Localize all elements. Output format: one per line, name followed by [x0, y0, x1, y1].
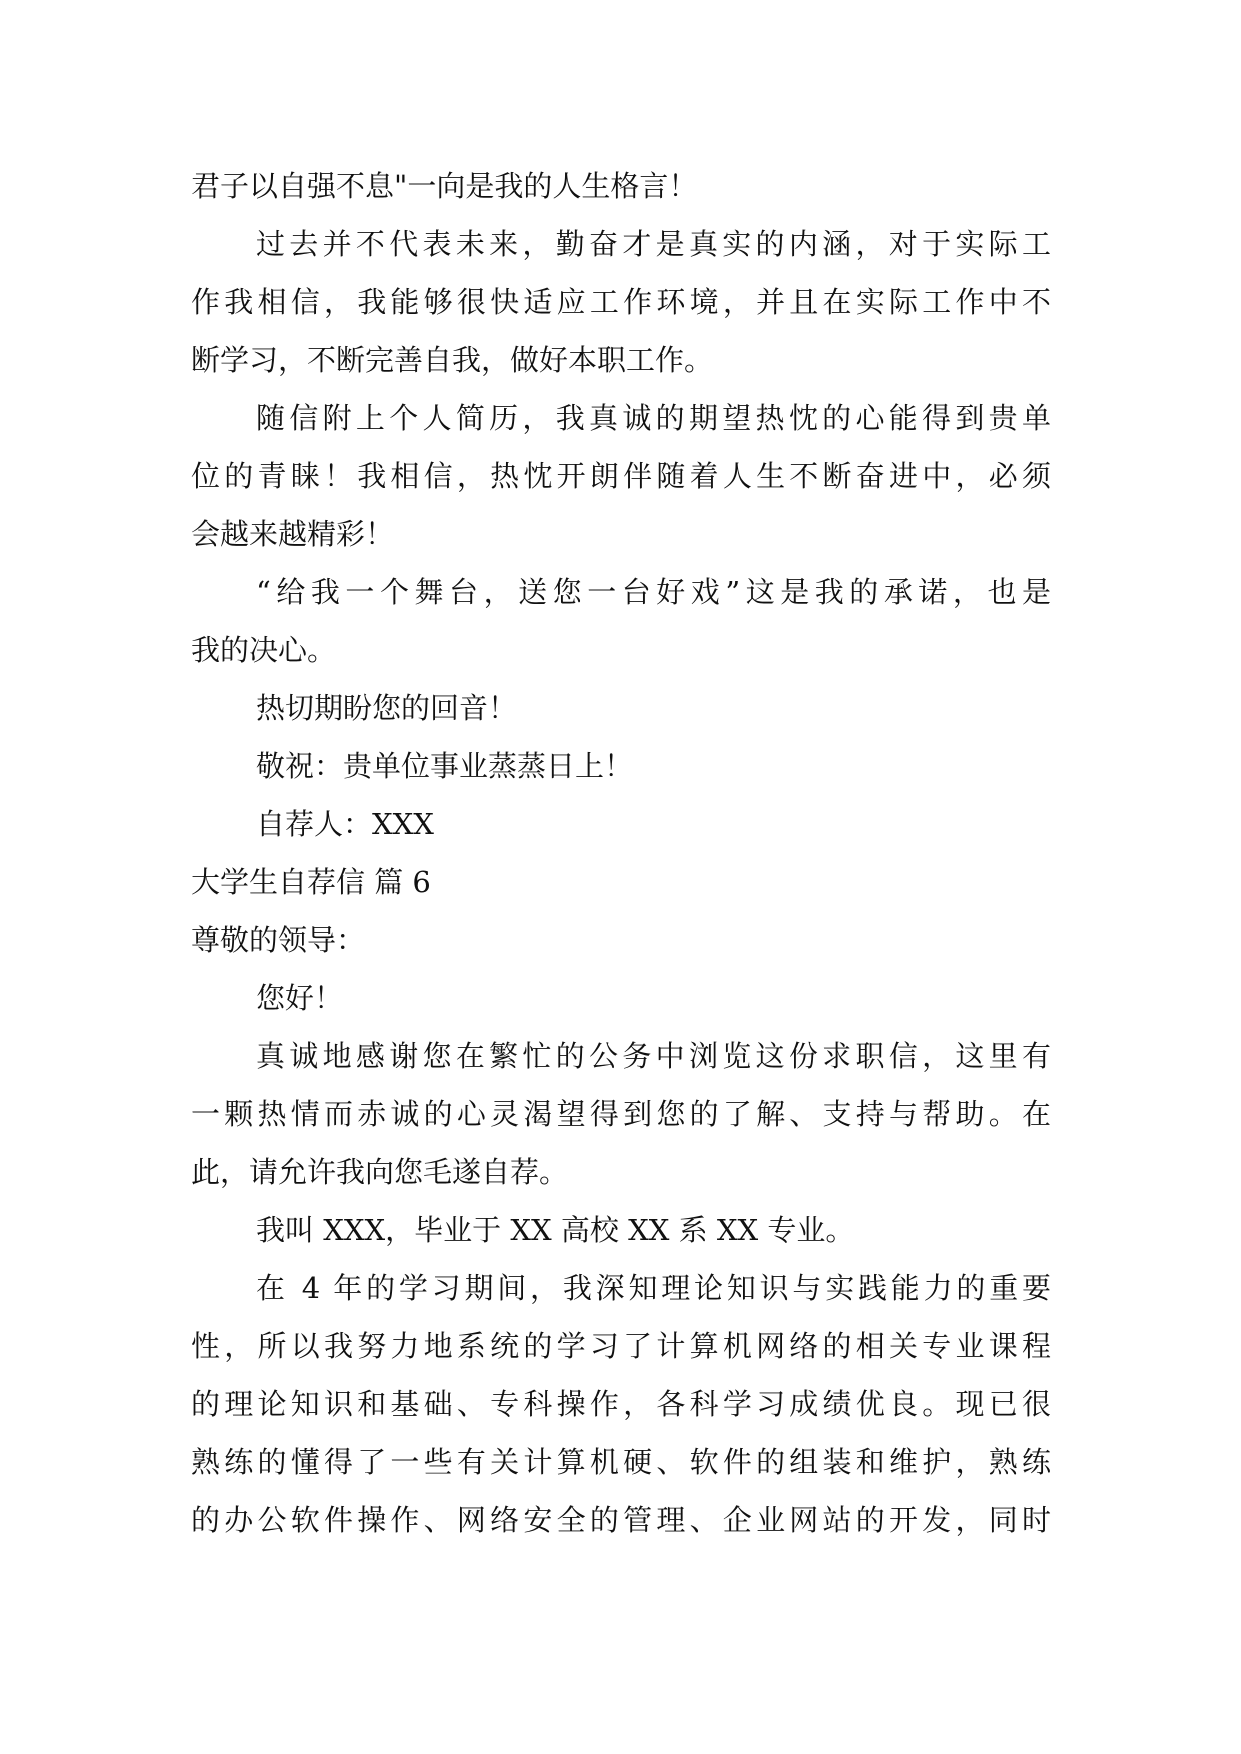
letter-hello: 您好！ — [256, 981, 344, 1015]
paragraph-line: 真诚地感谢您在繁忙的公务中浏览这份求职信，这里有 — [256, 1039, 1051, 1073]
text-line-motto-end: 君子以自强不息"一向是我的人生格言！ — [191, 169, 698, 203]
paragraph-line: 作我相信，我能够很快适应工作环境，并且在实际工作中不 — [191, 285, 1051, 319]
letter-greeting: 尊敬的领导： — [191, 923, 366, 957]
paragraph-line: 熟练的懂得了一些有关计算机硬、软件的组装和维护，熟练 — [191, 1445, 1051, 1479]
salutation-line: 敬祝：贵单位事业蒸蒸日上！ — [256, 749, 634, 783]
paragraph-line: 的办公软件操作、网络安全的管理、企业网站的开发，同时 — [191, 1503, 1051, 1537]
paragraph-line: 此，请允许我向您毛遂自荐。 — [191, 1155, 569, 1189]
paragraph-line: 性，所以我努力地系统的学习了计算机网络的相关专业课程 — [191, 1329, 1051, 1363]
paragraph-line: 过去并不代表未来，勤奋才是真实的内涵，对于实际工 — [256, 227, 1051, 261]
paragraph-line: 我的决心。 — [191, 633, 337, 667]
paragraph-line: 会越来越精彩！ — [191, 517, 395, 551]
paragraph-line: “给我一个舞台，送您一台好戏”这是我的承诺，也是 — [256, 575, 1051, 609]
paragraph-line: 随信附上个人简历，我真诚的期望热忱的心能得到贵单 — [256, 401, 1051, 435]
signature-line: 自荐人：XXX — [256, 807, 434, 841]
paragraph-line: 一颗热情而赤诚的心灵渴望得到您的了解、支持与帮助。在 — [191, 1097, 1051, 1131]
paragraph-line: 的理论知识和基础、专科操作，各科学习成绩优良。现已很 — [191, 1387, 1051, 1421]
paragraph-line: 位的青睐！我相信，热忱开朗伴随着人生不断奋进中，必须 — [191, 459, 1051, 493]
section-title: 大学生自荐信 篇 6 — [191, 865, 431, 899]
paragraph-line: 我叫 XXX，毕业于 XX 高校 XX 系 XX 专业。 — [256, 1213, 855, 1247]
paragraph-line: 断学习，不断完善自我，做好本职工作。 — [191, 343, 714, 377]
paragraph-line: 在 4 年的学习期间，我深知理论知识与实践能力的重要 — [256, 1271, 1051, 1305]
closing-line: 热切期盼您的回音！ — [256, 691, 518, 725]
